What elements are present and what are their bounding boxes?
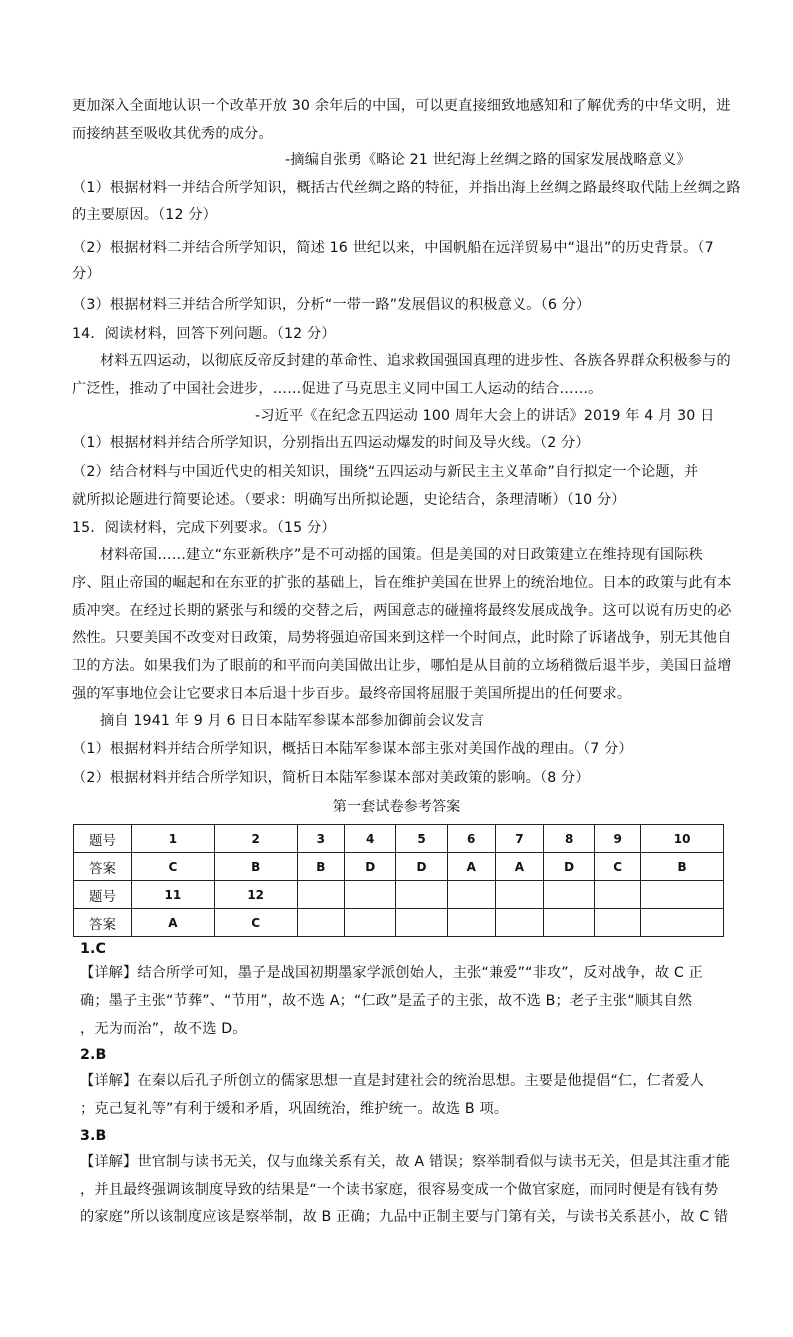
text-line: 【详解】结合所学可知，墨子是战国初期墨家学派创始人，主张“兼爱”“非攻”，反对战争，故 C 正 [80,965,703,981]
text-line: 14．阅读材料，回答下列问题。（12 分） [72,326,336,342]
answer-cell: B [214,853,297,881]
row-header-question: 题号 [74,825,132,853]
table-row [74,881,724,909]
text-line: 序、阻止帝国的崛起和在东亚的扩张的基础上，旨在维护美国在世界上的统治地位。日本的政策与此有本 [72,575,732,591]
answer-cell: C [214,909,297,937]
text-line: 材料五四运动，以彻底反帝反封建的革命性、追求救国强国真理的进步性、各族各界群众积极参与的 [100,353,731,369]
text-line: 就所拟论题进行简要论述。（要求：明确写出所拟论题，史论结合，条理清晰）（10 分） [72,492,626,508]
question-number-cell: 9 [595,825,641,853]
table-row [74,853,724,881]
text-line: 确；墨子主张“节葬”、“节用”，故不选 A；“仁政”是孟子的主张，故不选 B；老子主张“顺其自然 [80,993,693,1009]
text-line: 而接纳甚至吸收其优秀的成分。 [72,126,273,142]
answer-key-title: 第一套试卷参考答案 [332,799,461,815]
empty-cell [641,881,724,909]
text-line: ，并且最终强调该制度导致的结果是“一个读书家庭，很容易变成一个做官家庭，而同时便是有钱有势 [80,1182,719,1198]
text-line: 的主要原因。（12 分） [72,207,217,223]
answer-cell: D [543,853,594,881]
empty-cell [543,881,594,909]
question-number-cell: 7 [495,825,543,853]
text-line: （3）根据材料三并结合所学知识，分析“一带一路”发展倡议的积极意义。（6 分） [72,297,591,313]
answer-cell: A [447,853,495,881]
text-line: 然性。只要美国不改变对日政策，局势将强迫帝国来到这样一个时间点，此时除了诉诸战争，别无其他自 [72,630,732,646]
answer-cell: A [495,853,543,881]
question-number-cell: 5 [396,825,447,853]
question-number-cell: 3 [297,825,345,853]
answer-cell: C [132,853,215,881]
empty-cell [595,909,641,937]
question-number-cell: 12 [214,881,297,909]
question-number-cell: 2 [214,825,297,853]
text-line: 【详解】在秦以后孔子所创立的儒家思想一直是封建社会的统治思想。主要是他提倡“仁，仁者爱人 [80,1073,705,1089]
answer-cell: B [641,853,724,881]
question-number-cell: 11 [132,881,215,909]
text-line: ；克己复礼等”有利于缓和矛盾，巩固统治，维护统一。故选 B 项。 [80,1101,509,1117]
answer-cell: C [595,853,641,881]
empty-cell [345,909,396,937]
question-number-cell: 4 [345,825,396,853]
text-line: 强的军事地位会让它要求日本后退十步百步。最终帝国将屈服于美国所提出的任何要求。 [72,686,632,702]
text-line: （2）根据材料二并结合所学知识，简述 16 世纪以来，中国帆船在远洋贸易中“退出”的历史背景。（7 [72,240,714,256]
text-line: -摘编自张勇《略论 21 世纪海上丝绸之路的国家发展战略意义》 [285,152,691,168]
row-header-answer: 答案 [74,853,132,881]
question-number-cell: 6 [447,825,495,853]
table-row [74,909,724,937]
text-line: 广泛性，推动了中国社会进步，……促进了马克思主义同中国工人运动的结合……。 [72,381,603,397]
question-number-cell: 10 [641,825,724,853]
text-line: （2）根据材料并结合所学知识，简析日本陆军参谋本部对美政策的影响。（8 分） [72,770,590,786]
text-line: 材料帝国……建立“东亚新秩序”是不可动摇的国策。但是美国的对日政策建立在维持现有国际秩 [100,547,703,563]
empty-cell [495,881,543,909]
empty-cell [396,909,447,937]
empty-cell [447,881,495,909]
text-line: （1）根据材料一并结合所学知识，概括古代丝绸之路的特征，并指出海上丝绸之路最终取代陆上丝绸之路 [72,180,741,196]
text-line: 更加深入全面地认识一个改革开放 30 余年后的中国，可以更直接细致地感知和了解优秀的中华文明，进 [72,98,731,114]
answer-number: 3.B [80,1128,107,1144]
text-line: 卫的方法。如果我们为了眼前的和平而向美国做出让步，哪怕是从目前的立场稍微后退半步，美国日益增 [72,658,732,674]
text-line: 的家庭”所以该制度应该是察举制，故 B 正确；九品中正制主要与门第有关，与读书关系甚小，故 C 错 [80,1209,729,1225]
row-header-answer: 答案 [74,909,132,937]
text-line: （1）根据材料并结合所学知识，概括日本陆军参谋本部主张对美国作战的理由。（7 分） [72,741,633,757]
empty-cell [543,909,594,937]
empty-cell [297,909,345,937]
row-header-question: 题号 [74,881,132,909]
text-line: -习近平《在纪念五四运动 100 周年大会上的讲话》2019 年 4 月 30 日 [255,408,715,424]
question-number-cell: 1 [132,825,215,853]
empty-cell [396,881,447,909]
empty-cell [595,881,641,909]
answer-cell: D [396,853,447,881]
answer-cell: D [345,853,396,881]
text-line: 15．阅读材料，完成下列要求。（15 分） [72,520,336,536]
question-number-cell: 8 [543,825,594,853]
text-line: 质冲突。在经过长期的紧张与和缓的交替之后，两国意志的碰撞将最终发展成战争。这可以说有历史的必 [72,603,732,619]
text-line: 摘自 1941 年 9 月 6 日日本陆军参谋本部参加御前会议发言 [100,713,485,729]
text-line: 分） [72,266,101,282]
text-line: （1）根据材料并结合所学知识，分别指出五四运动爆发的时间及导火线。（2 分） [72,435,590,451]
empty-cell [641,909,724,937]
text-line: （2）结合材料与中国近代史的相关知识，围绕“五四运动与新民主主义革命”自行拟定一个论题，并 [72,464,699,480]
answer-key-table [73,824,724,937]
answer-number: 1.C [80,941,107,957]
empty-cell [345,881,396,909]
empty-cell [447,909,495,937]
answer-cell: A [132,909,215,937]
empty-cell [495,909,543,937]
answer-cell: B [297,853,345,881]
table-row [74,825,724,853]
text-line: 【详解】世官制与读书无关，仅与血缘关系有关，故 A 错误；察举制看似与读书无关，但是其注重才能 [80,1154,731,1170]
empty-cell [297,881,345,909]
answer-number: 2.B [80,1047,107,1063]
text-line: ，无为而治”，故不选 D。 [80,1021,247,1037]
